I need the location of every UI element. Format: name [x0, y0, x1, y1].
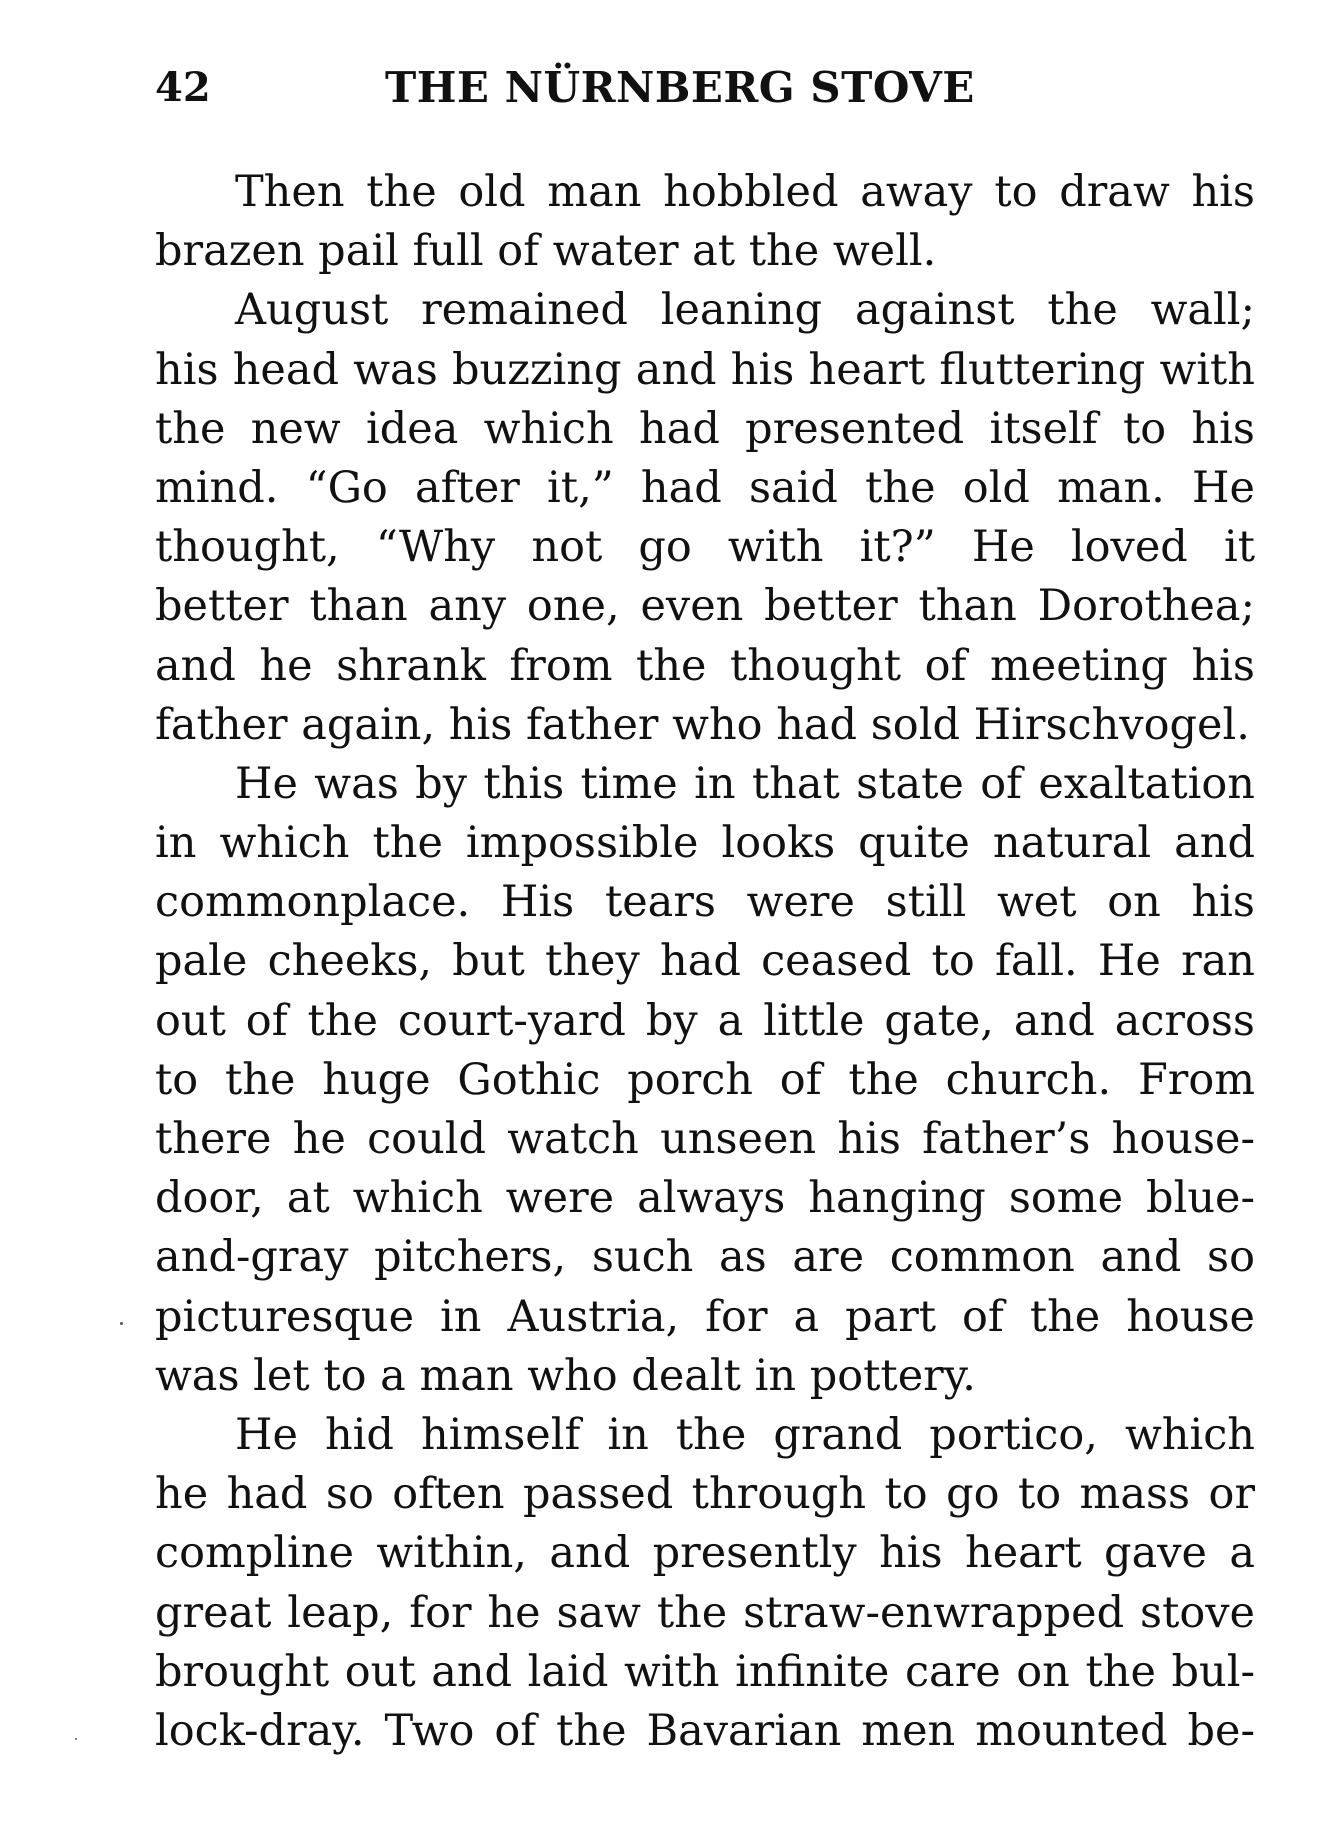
body-text — [155, 163, 1255, 1761]
text-line: brazen pail full of water at the well. — [155, 226, 937, 277]
text-line: compline within, and presently his heart gave a — [155, 1528, 1255, 1579]
text-line: he had so often passed through to go to mass or — [155, 1469, 1255, 1520]
text-line: and he shrank from the thought of meeting his — [155, 640, 1255, 691]
text-line: Then the old man hobbled away to draw his — [235, 167, 1255, 217]
text-line: there he could watch unseen his father’s house- — [155, 1114, 1255, 1164]
text-line: better than any one, even better than Dorothea; — [155, 581, 1255, 632]
text-line: father again, his father who had sold Hirschvogel. — [155, 699, 1250, 750]
text-line: thought, “Why not go with it?” He loved it — [155, 522, 1255, 573]
text-line: pale cheeks, but they had ceased to fall. He ran — [155, 936, 1255, 987]
text-line: was let to a man who dealt in pottery. — [155, 1350, 976, 1401]
text-line: lock-dray. Two of the Bavarian men mounted be- — [155, 1705, 1255, 1756]
print-speck — [75, 1738, 77, 1740]
running-title: THE NÜRNBERG STOVE — [385, 63, 975, 112]
text-line: He hid himself in the grand portico, which — [235, 1409, 1255, 1460]
text-line: the new idea which had presented itself to his — [155, 403, 1255, 454]
text-line: brought out and laid with infinite care on the bul- — [155, 1646, 1255, 1697]
print-speck — [120, 1322, 123, 1325]
page-number: 42 — [155, 64, 211, 111]
text-line: He was by this time in that state of exaltation — [235, 758, 1255, 809]
text-line: door, at which were always hanging some blue- — [155, 1173, 1255, 1224]
text-line: out of the court-yard by a little gate, and across — [155, 995, 1255, 1046]
text-line: August remained leaning against the wall; — [235, 285, 1255, 336]
text-line: mind. “Go after it,” had said the old man. He — [155, 462, 1255, 513]
text-line: commonplace. His tears were still wet on his — [155, 877, 1255, 928]
text-line: in which the impossible looks quite natural and — [155, 818, 1255, 869]
text-line: his head was buzzing and his heart fluttering with — [155, 344, 1255, 395]
text-line: to the huge Gothic porch of the church. From — [155, 1054, 1255, 1105]
text-line: picturesque in Austria, for a part of the house — [155, 1291, 1255, 1342]
text-line: great leap, for he saw the straw-enwrapped stove — [155, 1587, 1255, 1638]
page-header — [155, 58, 1255, 118]
text-line: and-gray pitchers, such as are common and so — [155, 1232, 1255, 1283]
